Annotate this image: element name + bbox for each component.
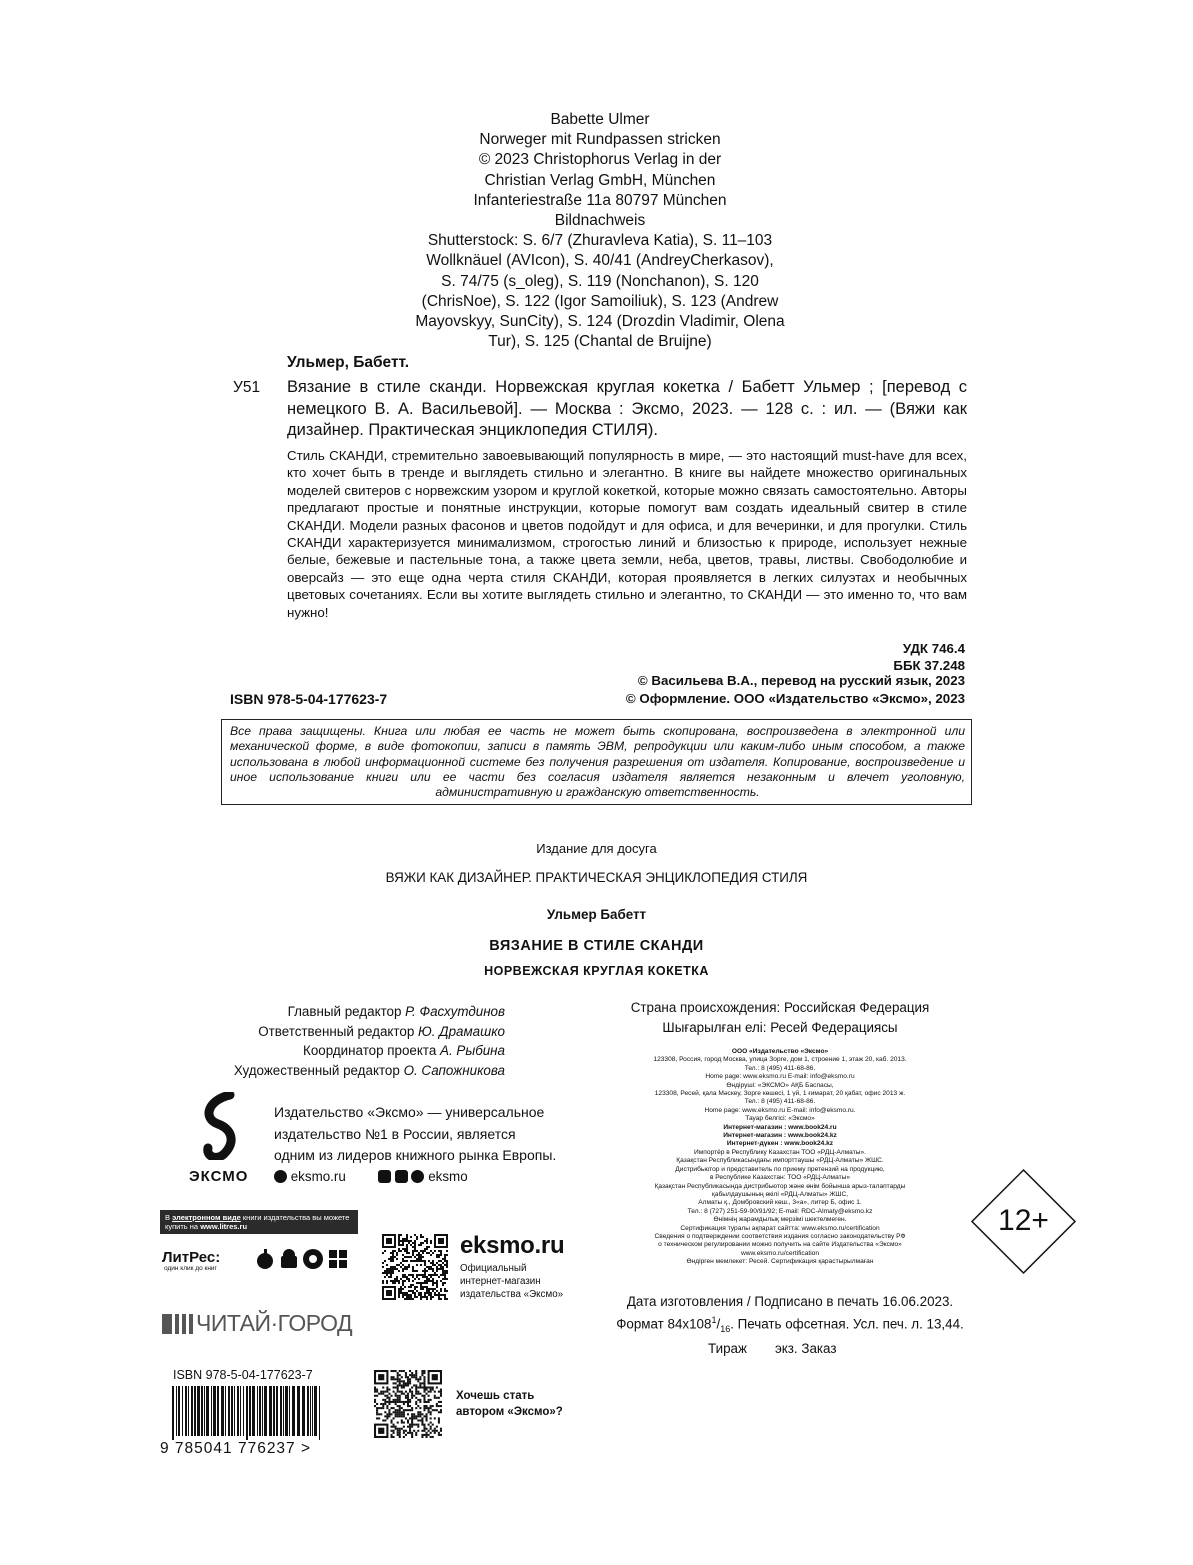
site-link-text: eksmo.ru — [290, 1169, 346, 1184]
print-circulation: Тираж экз. Заказ — [708, 1341, 837, 1357]
imprint-line: Алматы қ., Домбровский көш., 3«а», литер Б, офис 1. — [698, 1199, 862, 1207]
isbn: ISBN 978-5-04-177623-7 — [230, 691, 388, 707]
windows-icon — [329, 1250, 347, 1268]
imprint-line: 123308, Россия, город Москва, улица Зорге, дом 1, строение 1, этаж 20, каб. 2013. — [653, 1056, 907, 1064]
original-edition-line: (ChrisNoe), S. 122 (Igor Samoiliuk), S. 123 (Andrew — [421, 292, 779, 310]
android-icon — [281, 1249, 297, 1268]
bibliographic-description: Вязание в стиле сканди. Норвежская круглая кокетка / Бабетт Ульмер ; [перевод с немецкого В. А. Васильевой]. — Москва : Эксмо, 2023. — 128 с. : ил. — (Вяжи как дизайнер. Практическая энциклопедия СТИЛЯ). — [287, 378, 967, 439]
catalog-author-heading: Ульмер, Бабетт. — [287, 354, 410, 371]
imprint-line: о техническом регулировании можно получить на сайте Издательства «Эксмо» — [658, 1241, 902, 1249]
imprint-line: Тел.: 8 (495) 411-68-86. — [744, 1098, 816, 1106]
annotation: Стиль СКАНДИ, стремительно завоевывающий популярность в мире, — это настоящий must-have для всех, кто хочет быть в тренде и выглядеть стильно и элегантно. В книге вы найдете множество оригинальных моделей свитеров с норвежским узором и круглой кокеткой, которые можно связать самостоятельно. Авторы предлагают простые и понятные инструкции, которые помогут вам создать идеальный свитер в стиле СКАНДИ. Модели разных фасонов и цветов подойдут и для офиса, и для вечеринки, и для прогулки. Стиль СКАНДИ характеризуется минимализмом, строгостью линий и близостью к природе, использует нежные белые, бежевые и пастельные тона, а также цвета земли, неба, цветов, травы, листвы. Свободолюбие и оверсайз — это еще одна черта стиля СКАНДИ, которая проявляется в легких силуэтах и необычных цветовых сочетаниях. Если вы хотите выглядеть стильно и элегантно, то СКАНДИ — это именно то, что вам нужно! — [287, 448, 967, 620]
eksmo-logo-icon — [196, 1092, 246, 1160]
print-data — [592, 1292, 988, 1358]
app-store-icons — [255, 1248, 349, 1275]
editors-list — [234, 1002, 505, 1080]
author-call-to-action[interactable] — [456, 1388, 563, 1420]
imprint-line: www.eksmo.ru/certification — [740, 1249, 820, 1257]
eksmo-shop-description-line: интернет-магазин — [460, 1276, 541, 1287]
udk-code: УДК 746.4 — [902, 641, 965, 656]
editor-line: Координатор проекта А. Рыбина — [303, 1043, 505, 1058]
imprint-line: Өндіруші: «ЭКСМО» АҚБ Баспасы, — [726, 1081, 834, 1089]
original-edition-line: Christian Verlag GmbH, München — [484, 171, 716, 189]
original-edition-line: Babette Ulmer — [550, 111, 650, 128]
original-edition-line: Tur), S. 125 (Chantal de Bruijne) — [488, 333, 712, 351]
author-cta-line: Хочешь стать — [456, 1390, 535, 1402]
original-edition-line: S. 74/75 (s_oleg), S. 119 (Nonchanon), S. 120 — [441, 272, 759, 290]
copyright-design: © Оформление. ООО «Издательство «Эксмо», 2023 — [625, 691, 965, 706]
imprint-line: Тел.: 8 (727) 251-59-90/91/92; E-mail: RDC-Almaty@eksmo.kz — [687, 1207, 873, 1215]
publisher-description-line: издательство №1 в России, является — [274, 1125, 516, 1142]
social-links[interactable] — [378, 1169, 468, 1184]
book-subtitle: НОРВЕЖСКАЯ КРУГЛАЯ КОКЕТКА — [484, 964, 709, 978]
chitai-gorod-logo: ЧИТАЙ·ГОРОД — [196, 1310, 353, 1336]
imprint-line: Қазақстан Республикасында дистрибьютор және өнім бойынша арыз-талаптарды — [654, 1182, 906, 1190]
print-format: Формат $84x108^1/_{16}$. Печать офсетная. Усл. печ. л. 13,44. — [616, 1315, 964, 1335]
qr-code-author[interactable] — [374, 1370, 442, 1443]
eksmo-logo-label: ЭКСМО — [189, 1168, 249, 1185]
original-edition-line: Norweger mit Rundpassen stricken — [479, 131, 721, 149]
qr-code-shop[interactable] — [382, 1234, 448, 1305]
imprint-line: Өндірген мемлекет: Ресей. Сертификация қарастырылмаған — [686, 1258, 874, 1266]
social-handle: eksmo — [428, 1169, 468, 1184]
eksmo-shop-description-line: Официальный — [460, 1263, 527, 1274]
editor-line: Художественный редактор О. Сапожникова — [233, 1062, 505, 1078]
editor-line: Ответственный редактор Ю. Драмашко — [258, 1023, 505, 1039]
publisher-description — [274, 1102, 556, 1167]
editor-line: Главный редактор Р. Фасхутдинов — [287, 1004, 505, 1019]
imprint-line: Интернет-дүкен : www.book24.kz — [726, 1140, 834, 1148]
original-edition-line: Mayovskyy, SunCity), S. 124 (Drozdin Vladimir, Olena — [415, 313, 785, 331]
edition-type: Издание для досуга — [536, 841, 657, 856]
copyright-lines — [626, 672, 965, 708]
age-rating-badge — [970, 1168, 1077, 1275]
imprint-line: қабылдаушының өкілі «РДЦ-Алматы» ЖШС, — [711, 1190, 849, 1198]
litres-logo: ЛитРес: — [162, 1249, 221, 1266]
imprint-line: в Республике Казахстан: ТОО «РДЦ-Алматы» — [709, 1174, 851, 1182]
classification-codes — [893, 640, 965, 675]
imprint-line: Интернет-магазин : www.book24.ru — [723, 1123, 837, 1131]
imprint-line: ООО «Издательство «Эксмо» — [731, 1048, 829, 1055]
windows-phone-icon — [303, 1249, 323, 1269]
publisher-imprint — [600, 1048, 960, 1267]
eksmo-shop-description-line: издательства «Эксмо» — [460, 1289, 564, 1300]
original-edition-line: © 2023 Christophorus Verlag in der — [478, 151, 722, 169]
series-title: ВЯЖИ КАК ДИЗАЙНЕР. ПРАКТИЧЕСКАЯ ЭНЦИКЛОПЕДИЯ СТИЛЯ — [385, 870, 808, 885]
original-edition-line: Shutterstock: S. 6/7 (Zhuravleva Katia), S. 11–103 — [427, 232, 773, 250]
catalog-code: У51 — [233, 379, 261, 396]
origin-kz: Шығарылған елі: Ресей Федерациясы — [662, 1019, 898, 1035]
print-date: Дата изготовления / Подписано в печать 16.06.2023. — [626, 1294, 954, 1309]
chitai-gorod-logo-icon — [162, 1314, 196, 1339]
publisher-description-line: одним из лидеров книжного рынка Европы. — [274, 1147, 557, 1163]
imprint-line: Сертификация туралы ақпарат сайтта: www.eksmo.ru/certification — [680, 1224, 880, 1232]
site-link[interactable] — [274, 1169, 346, 1184]
publisher-description-line: Издательство «Эксмо» — универсальное — [274, 1104, 545, 1120]
imprint-line: Сведения о подтверждении соответствия издания согласно законодательству РФ — [654, 1232, 906, 1240]
vk-icon — [378, 1170, 391, 1183]
imprint-line: Өнімнің жарамдылық мерзімі шектелмеген. — [713, 1216, 847, 1224]
litres-tagline: один клик до книг — [164, 1265, 217, 1272]
globe-icon — [274, 1170, 287, 1183]
barcode-digits: 9 785041 776237 > — [160, 1440, 312, 1457]
telegram-icon — [411, 1170, 424, 1183]
book-title: ВЯЗАНИЕ В СТИЛЕ СКАНДИ — [489, 938, 704, 954]
imprint-line: Home page: www.eksmo.ru E-mail: info@eksmo.ru — [705, 1073, 855, 1081]
eksmo-shop-site[interactable]: eksmo.ru — [460, 1232, 565, 1259]
age-rating-text: 12+ — [998, 1204, 1049, 1237]
origin-country — [600, 998, 960, 1037]
imprint-line: 123308, Ресей, қала Мәскеу, Зорге көшесі, 1 үй, 1 ғимарат, 20 қабат, офис 2013 ж. — [654, 1090, 906, 1098]
ok-icon — [395, 1170, 408, 1183]
author-cta-line: автором «Эксмо»? — [456, 1406, 563, 1418]
rights-notice: Все права защищены. Книга или любая ее часть не может быть скопирована, воспроизведена в электронной или механической форме, в виде фотокопии, записи в память ЭВМ, репродукции или каким-либо иным способом, а также использована в любой информационной системе без получения разрешения от издателя. Копирование, воспроизведение и иное использование книги или ее части без согласия издателя является незаконным и влечет уголовную, административную и гражданскую ответственность. — [221, 719, 972, 805]
litres-banner: В электронном виде книги издательства вы можете купить на www.litres.ru — [160, 1210, 358, 1234]
apple-icon — [257, 1249, 273, 1269]
imprint-line: Интернет-магазин : www.book24.kz — [723, 1132, 837, 1140]
imprint-line: Тауар белгісі: «Эксмо» — [745, 1115, 815, 1123]
edition-author: Ульмер Бабетт — [546, 907, 647, 922]
original-edition-line: Infanteriestraße 11a 80797 München — [473, 191, 727, 209]
imprint-line: Импортёр в Республику Казахстан ТОО «РДЦ-Алматы». — [694, 1148, 866, 1156]
bbk-code: ББК 37.248 — [893, 658, 965, 674]
original-edition-line: Wollknäuel (AVIcon), S. 40/41 (AndreyCherkasov), — [426, 252, 774, 270]
original-edition-line: Bildnachweis — [554, 212, 646, 230]
imprint-line: Home page: www.eksmo.ru E-mail: info@eksmo.ru. — [704, 1106, 856, 1114]
copyright-translation: © Васильева В.А., перевод на русский язык, 2023 — [637, 673, 965, 688]
imprint-line: Тел.: 8 (495) 411-68-86. — [744, 1064, 816, 1072]
eksmo-shop-description — [460, 1262, 563, 1301]
origin-ru: Страна происхождения: Российская Федерация — [630, 1000, 930, 1015]
imprint-line: Қазақстан Республикасындағы импорттаушы «РДЦ-Алматы» ЖШС. — [676, 1157, 884, 1165]
barcode-isbn: ISBN 978-5-04-177623-7 — [173, 1368, 313, 1382]
imprint-line: Дистрибьютор и представитель по приему претензий на продукцию, — [675, 1165, 885, 1173]
barcode-icon — [172, 1386, 322, 1445]
original-edition-block — [300, 110, 900, 352]
